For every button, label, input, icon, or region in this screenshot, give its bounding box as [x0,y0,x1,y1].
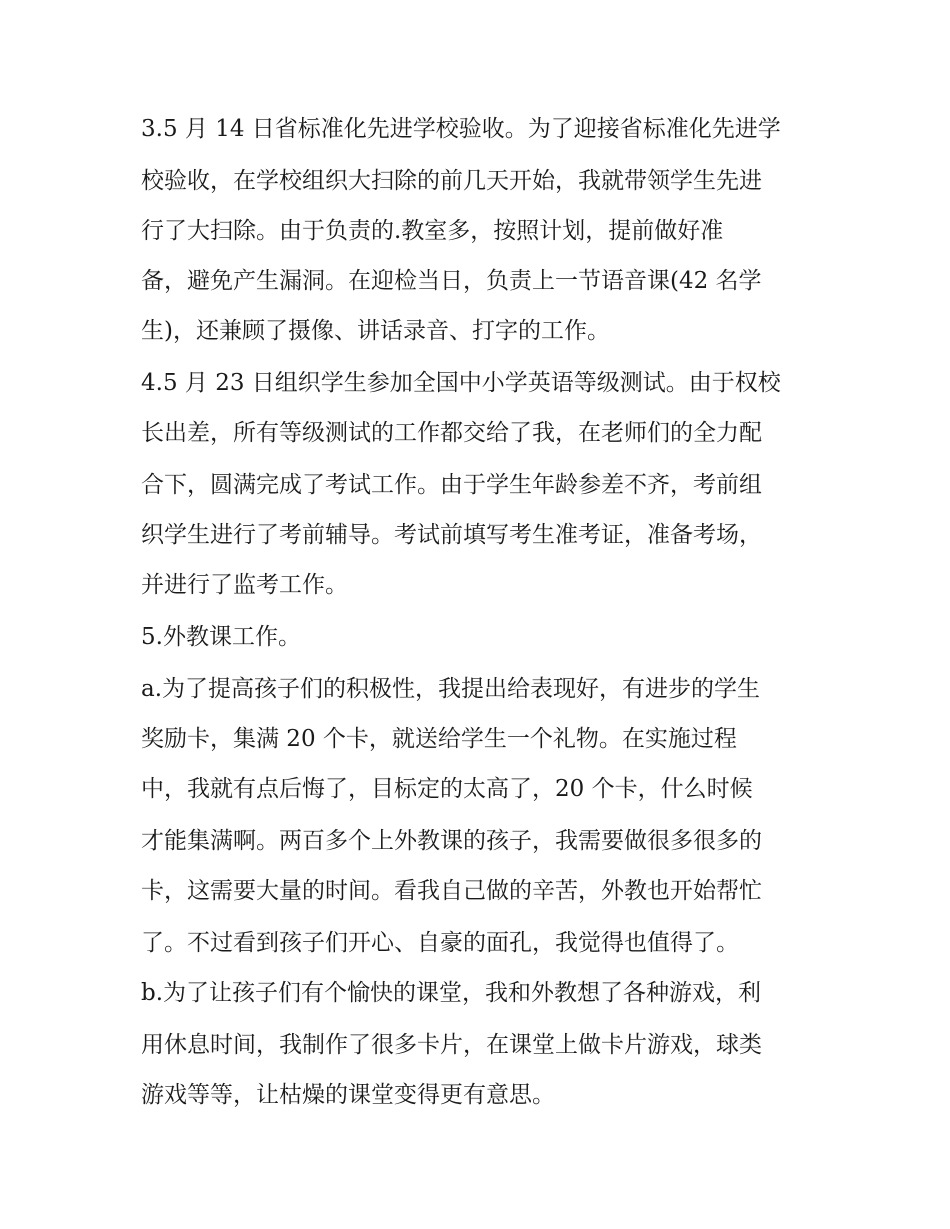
text-line: 用休息时间，我制作了很多卡片，在课堂上做卡片游戏，球类 [141,1032,762,1058]
text-line: 才能集满啊。两百多个上外教课的孩子，我需要做很多很多的 [141,828,762,854]
text-line: 奖励卡，集满 20 个卡，就送给学生一个礼物。在实施过程 [141,726,737,752]
text-line: a.为了提高孩子们的积极性，我提出给表现好，有进步的学生 [141,676,761,702]
text-line: 4.5 月 23 日组织学生参加全国中小学英语等级测试。由于权校 [141,370,781,396]
text-line: 中，我就有点后悔了，目标定的太高了，20 个卡，什么时候 [141,776,753,802]
text-line: 织学生进行了考前辅导。考试前填写考生准考证，准备考场， [141,522,762,548]
text-line: 校验收，在学校组织大扫除的前几天开始，我就带领学生先进 [141,168,762,194]
text-line: 生)，还兼顾了摄像、讲话录音、打字的工作。 [141,318,610,344]
text-line: 游戏等等，让枯燥的课堂变得更有意思。 [141,1082,555,1108]
text-line: 长出差，所有等级测试的工作都交给了我，在老师们的全力配 [141,420,762,446]
text-line: 并进行了监考工作。 [141,572,348,598]
text-line: 3.5 月 14 日省标准化先进学校验收。为了迎接省标准化先进学 [141,116,781,142]
text-line: 行了大扫除。由于负责的.教室多，按照计划，提前做好准 [141,218,724,244]
text-line: 卡，这需要大量的时间。看我自己做的辛苦，外教也开始帮忙 [141,878,762,904]
text-line: 合下，圆满完成了考试工作。由于学生年龄参差不齐，考前组 [141,472,762,498]
text-line: 备，避免产生漏洞。在迎检当日，负责上一节语音课(42 名学 [141,268,762,294]
text-line: 了。不过看到孩子们开心、自豪的面孔，我觉得也值得了。 [141,930,739,956]
text-line: 5.外教课工作。 [141,624,301,650]
text-line: b.为了让孩子们有个愉快的课堂，我和外教想了各种游戏，利 [141,980,762,1006]
